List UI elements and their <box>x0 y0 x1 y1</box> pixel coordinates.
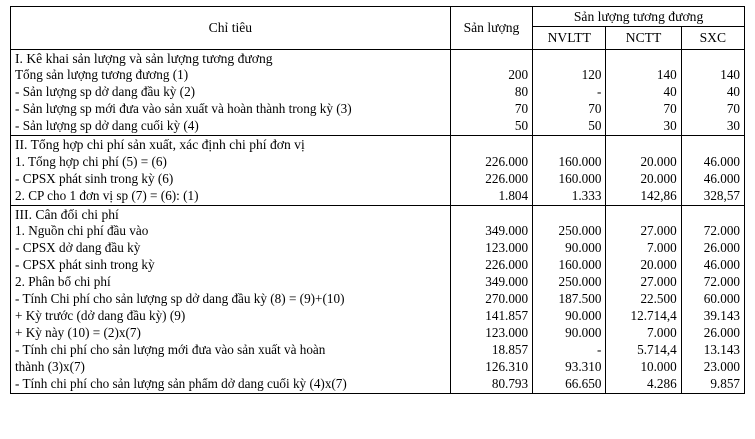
row-label: - Tính Chi phí cho sản lượng sp dở dang đầu kỳ (8) = (9)+(10) <box>11 291 451 308</box>
row-value-sxc: 70 <box>681 101 744 118</box>
row-value-total: 80.793 <box>450 376 532 394</box>
table-row <box>11 308 745 325</box>
row-value-nctt: 20.000 <box>606 154 681 171</box>
row-value-nctt: 30 <box>606 118 681 136</box>
row-value-nctt: 7.000 <box>606 325 681 342</box>
row-value-total: 349.000 <box>450 223 532 240</box>
section-title-row <box>11 50 745 68</box>
row-value-nvltt: 250.000 <box>533 223 606 240</box>
row-value-nctt: 10.000 <box>606 359 681 376</box>
column-header-sxc: SXC <box>681 27 744 50</box>
row-label: 2. CP cho 1 đơn vị sp (7) = (6): (1) <box>11 188 451 206</box>
row-value-total: 226.000 <box>450 154 532 171</box>
row-label: 1. Tổng hợp chi phí (5) = (6) <box>11 154 451 171</box>
cost-calculation-sheet <box>10 6 745 394</box>
row-value-nvltt: 160.000 <box>533 257 606 274</box>
cost-allocation-table <box>10 6 745 394</box>
row-label: + Kỳ trước (dở dang đầu kỳ) (9) <box>11 308 451 325</box>
row-value-nvltt: 160.000 <box>533 171 606 188</box>
section-title-row <box>11 205 745 223</box>
row-value-sxc: 39.143 <box>681 308 744 325</box>
section-ii-title-nvltt <box>533 136 606 154</box>
row-label: + Kỳ này (10) = (2)x(7) <box>11 325 451 342</box>
section-ii-title-sxc <box>681 136 744 154</box>
row-value-total: 80 <box>450 84 532 101</box>
row-value-total: 200 <box>450 67 532 84</box>
row-label: 1. Nguồn chi phí đầu vào <box>11 223 451 240</box>
header-row-primary <box>11 7 745 27</box>
section-title-i: I. Kê khai sản lượng và sản lượng tương đương <box>11 50 451 68</box>
table-row <box>11 325 745 342</box>
row-value-nvltt: 160.000 <box>533 154 606 171</box>
table-row <box>11 154 745 171</box>
table-row <box>11 101 745 118</box>
section-i-title-nctt <box>606 50 681 68</box>
table-row <box>11 376 745 394</box>
row-value-sxc: 140 <box>681 67 744 84</box>
section-ii-title-nctt <box>606 136 681 154</box>
column-header-nctt: NCTT <box>606 27 681 50</box>
table-row <box>11 291 745 308</box>
row-value-total: 1.804 <box>450 188 532 206</box>
row-value-total: 70 <box>450 101 532 118</box>
row-label: - Sản lượng sp dở dang cuối kỳ (4) <box>11 118 451 136</box>
table-row <box>11 274 745 291</box>
row-label: - Sản lượng sp dở dang đầu kỳ (2) <box>11 84 451 101</box>
row-value-total: 226.000 <box>450 171 532 188</box>
row-label: - CPSX phát sinh trong kỳ <box>11 257 451 274</box>
row-value-nctt: 20.000 <box>606 257 681 274</box>
row-value-nctt: 70 <box>606 101 681 118</box>
table-row <box>11 240 745 257</box>
section-i-title-total <box>450 50 532 68</box>
row-value-total: 126.310 <box>450 359 532 376</box>
row-value-total: 18.857 <box>450 342 532 359</box>
row-value-total: 123.000 <box>450 240 532 257</box>
row-value-sxc: 26.000 <box>681 325 744 342</box>
row-value-nvltt: 187.500 <box>533 291 606 308</box>
row-value-nvltt: 50 <box>533 118 606 136</box>
row-value-nvltt: 70 <box>533 101 606 118</box>
row-value-nctt: 12.714,4 <box>606 308 681 325</box>
section-title-ii: II. Tổng hợp chi phí sản xuất, xác định chi phí đơn vị <box>11 136 451 154</box>
row-value-nctt: 140 <box>606 67 681 84</box>
row-value-total: 226.000 <box>450 257 532 274</box>
row-value-sxc: 60.000 <box>681 291 744 308</box>
row-label: thành (3)x(7) <box>11 359 451 376</box>
section-iii-title-sxc <box>681 205 744 223</box>
row-value-sxc: 46.000 <box>681 171 744 188</box>
row-value-nctt: 4.286 <box>606 376 681 394</box>
row-label: - Tính chi phí cho sản lượng sản phẩm dở dang cuối kỳ (4)x(7) <box>11 376 451 394</box>
row-value-nctt: 27.000 <box>606 274 681 291</box>
row-value-nctt: 142,86 <box>606 188 681 206</box>
column-header-output: Sản lượng <box>450 7 532 50</box>
row-value-sxc: 328,57 <box>681 188 744 206</box>
row-label: Tổng sản lượng tương đương (1) <box>11 67 451 84</box>
row-value-total: 270.000 <box>450 291 532 308</box>
row-value-sxc: 26.000 <box>681 240 744 257</box>
table-row <box>11 223 745 240</box>
row-value-sxc: 46.000 <box>681 154 744 171</box>
table-header <box>11 7 745 50</box>
section-title-row <box>11 136 745 154</box>
row-value-nctt: 27.000 <box>606 223 681 240</box>
row-value-nctt: 20.000 <box>606 171 681 188</box>
row-value-sxc: 23.000 <box>681 359 744 376</box>
table-row <box>11 118 745 136</box>
row-value-sxc: 46.000 <box>681 257 744 274</box>
row-label: - Tính chi phí cho sản lượng mới đưa vào sản xuất và hoàn <box>11 342 451 359</box>
section-i-title-sxc <box>681 50 744 68</box>
row-value-nvltt: - <box>533 84 606 101</box>
section-iii-title-nvltt <box>533 205 606 223</box>
row-label: - Sản lượng sp mới đưa vào sản xuất và hoàn thành trong kỳ (3) <box>11 101 451 118</box>
column-header-equivalent-output-group: Sản lượng tương đương <box>533 7 745 27</box>
column-header-nvltt: NVLTT <box>533 27 606 50</box>
section-iii-title-nctt <box>606 205 681 223</box>
row-value-nvltt: 250.000 <box>533 274 606 291</box>
row-value-sxc: 30 <box>681 118 744 136</box>
table-row <box>11 67 745 84</box>
section-title-iii: III. Cân đối chi phí <box>11 205 451 223</box>
section-iii-title-total <box>450 205 532 223</box>
table-row <box>11 342 745 359</box>
column-header-indicator: Chỉ tiêu <box>11 7 451 50</box>
row-value-total: 141.857 <box>450 308 532 325</box>
row-value-sxc: 40 <box>681 84 744 101</box>
row-value-nctt: 7.000 <box>606 240 681 257</box>
table-row <box>11 257 745 274</box>
table-row <box>11 188 745 206</box>
row-value-nvltt: 90.000 <box>533 308 606 325</box>
row-value-nvltt: 66.650 <box>533 376 606 394</box>
row-label: - CPSX phát sinh trong kỳ (6) <box>11 171 451 188</box>
row-value-total: 123.000 <box>450 325 532 342</box>
row-value-nctt: 40 <box>606 84 681 101</box>
table-row <box>11 359 745 376</box>
row-value-nvltt: 90.000 <box>533 325 606 342</box>
row-value-nvltt: 120 <box>533 67 606 84</box>
row-value-nvltt: - <box>533 342 606 359</box>
table-row <box>11 171 745 188</box>
row-value-nvltt: 90.000 <box>533 240 606 257</box>
section-i-title-nvltt <box>533 50 606 68</box>
row-value-sxc: 72.000 <box>681 223 744 240</box>
table-row <box>11 84 745 101</box>
row-label: - CPSX dở dang đầu kỳ <box>11 240 451 257</box>
table-body <box>11 50 745 394</box>
section-ii-title-total <box>450 136 532 154</box>
row-value-nctt: 5.714,4 <box>606 342 681 359</box>
row-value-nvltt: 93.310 <box>533 359 606 376</box>
row-label: 2. Phân bổ chi phí <box>11 274 451 291</box>
row-value-sxc: 9.857 <box>681 376 744 394</box>
row-value-nctt: 22.500 <box>606 291 681 308</box>
row-value-sxc: 13.143 <box>681 342 744 359</box>
row-value-nvltt: 1.333 <box>533 188 606 206</box>
row-value-sxc: 72.000 <box>681 274 744 291</box>
row-value-total: 50 <box>450 118 532 136</box>
row-value-total: 349.000 <box>450 274 532 291</box>
